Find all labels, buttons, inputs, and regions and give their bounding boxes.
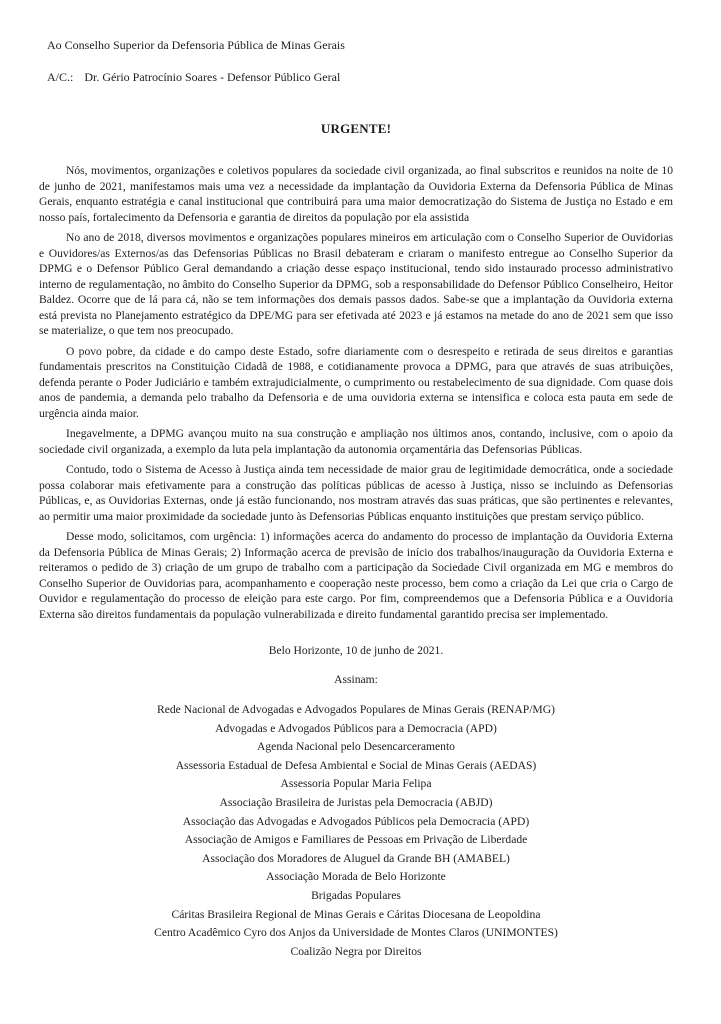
attention-label: A/C.: [47,70,74,84]
signature-item: Cáritas Brasileira Regional de Minas Gerais e Cáritas Diocesana de Leopoldina [171,907,541,921]
signature-item: Rede Nacional de Advogadas e Advogados Populares de Minas Gerais (RENAP/MG) [157,703,555,716]
signature-item: Brigadas Populares [311,888,401,902]
signature-item: Associação dos Moradores de Aluguel da Grande BH (AMABEL) [202,851,510,865]
signature-item: Associação Morada de Belo Horizonte [266,870,446,884]
signature-item: Agenda Nacional pelo Desencarceramento [257,740,455,754]
date-line: Belo Horizonte, 10 de junho de 2021. [268,644,444,657]
signature-item: Centro Acadêmico Cyro dos Anjos da Universidade de Montes Claros (UNIMONTES) [154,926,558,940]
letter-paragraph-6: Desse modo, solicitamos, com urgência: 1) informações acerca do andamento do processo de implantação da Ouvidoria Externa da Defensoria Pública de Minas Gerais; 2) Informação acerca de previsão de início dos trabalhos/inauguração da Ouvidoria Externa e reiteramos o pedido de 3) criação de um grupo de trabalho com a participação da Sociedade Civil organizada em MG e membros do Conselho Superior de Ouvidorias para, acompanhamento e cooperação neste processo, bem como a criação da Lei que cria o Cargo de Ouvidor e regulamentação do processo de eleição para este cargo. Por fim, compreendemos que a Defensoria Pública e a Ouvidoria Externa são direitos fundamentais da população vulnerabilizada e direito fundamental garantido precisa ser implementado. [39,530,673,621]
recipient-line: Ao Conselho Superior da Defensoria Pública de Minas Gerais [47,38,345,52]
letter-paragraph-3: O povo pobre, da cidade e do campo deste Estado, sofre diariamente com o desrespeito e retirada de seus direitos e garantias fundamentais prescritos na Constituição Cidadã de 1988, e cotidianamente provoca a DPMG, para que através de suas atribuições, defenda perante o Poder Judiciário e também extrajudicialmente, o cumprimento ou restabelecimento de sua dignidade. Com quase dois anos de pandemia, a demanda pelo trabalho da Defensoria e de uma ouvidoria externa se intensifica e coloca esta pauta em sede de urgência ainda maior. [39,344,673,420]
attention-line [47,70,673,84]
signature-item: Associação Brasileira de Juristas pela Democracia (ABJD) [219,795,493,809]
letter-paragraph-1: Nós, movimentos, organizações e coletivos populares da sociedade civil organizada, ao final subscritos e reunidos na noite de 10 de junho de 2021, manifestamos mais uma vez a necessidade da implantação da Ouvidoria Externa da Defensoria Pública de Minas Gerais, enquanto estratégia e canal institucional que contribuirá para uma maior democratização do Sistema de Justiça no Estado e em nosso país, fortalecimento da Defensoria e garantia de direitos da população por ela assistida [39,164,673,224]
signature-item: Advogadas e Advogados Públicos para a Democracia (APD) [215,721,497,735]
letter-paragraph-5: Contudo, todo o Sistema de Acesso à Justiça ainda tem necessidade de maior grau de legitimidade democrática, onde a sociedade possa colaborar mais efetivamente para a construção das políticas públicas de acesso à Justiça, nisso se incluindo as Defensorias Públicas, e, as Ouvidorias Externas, onde já estão funcionando, nos mostram através das suas práticas, que são pertinentes e relevantes, ao permitir uma maior proximidade da sociedade junto às Defensorias Públicas enquanto instituições que prestam serviço público. [39,463,673,523]
attention-value: Dr. Gério Patrocínio Soares - Defensor Público Geral [84,70,341,84]
signature-item: Coalizão Negra por Direitos [290,944,422,958]
urgent-heading: URGENTE! [320,121,392,136]
letter-paragraph-2: No ano de 2018, diversos movimentos e organizações populares mineiros em articulação com o Conselho Superior de Ouvidorias e Ouvidores/as Externos/as das Defensorias Públicas no Brasil debateram e criaram o manifesto entregue ao Conselho Superior da DPMG e o Defensor Público Geral demandando a criação desse espaço institucional, tendo sido instaurado processo administrativo interno de regulamentação, no âmbito do Conselho Superior da DPMG, sob a responsabilidade do Defensor Público Conselheiro, Heitor Baldez. Ocorre que de lá para cá, não se tem informações dos demais passos dados. Sabe-se que a implantação da Ouvidoria externa está prevista no Planejamento estratégico da DPE/MG para ser efetivada até 2023 e já estamos na metade do ano de 2021 sem que isso se materialize, o que tem nos preocupado. [39,231,673,337]
signature-item: Assessoria Estadual de Defesa Ambiental e Social de Minas Gerais (AEDAS) [175,758,537,772]
signature-item: Assessoria Popular Maria Felipa [280,777,432,791]
letterhead [39,38,673,84]
letter-body [39,163,673,622]
letter-paragraph-4: Inegavelmente, a DPMG avançou muito na sua construção e ampliação nos últimos anos, contando, inclusive, com o apoio da sociedade civil organizada, a exemplo da luta pela implantação da autonomia orçamentária das Defensorias Públicas. [39,427,673,456]
signature-item: Associação das Advogadas e Advogados Públicos pela Democracia (APD) [182,814,530,828]
signatures-list [39,701,673,961]
signature-item: Associação de Amigos e Familiares de Pessoas em Privação de Liberdade [184,833,528,847]
signatures-heading: Assinam: [334,673,378,686]
